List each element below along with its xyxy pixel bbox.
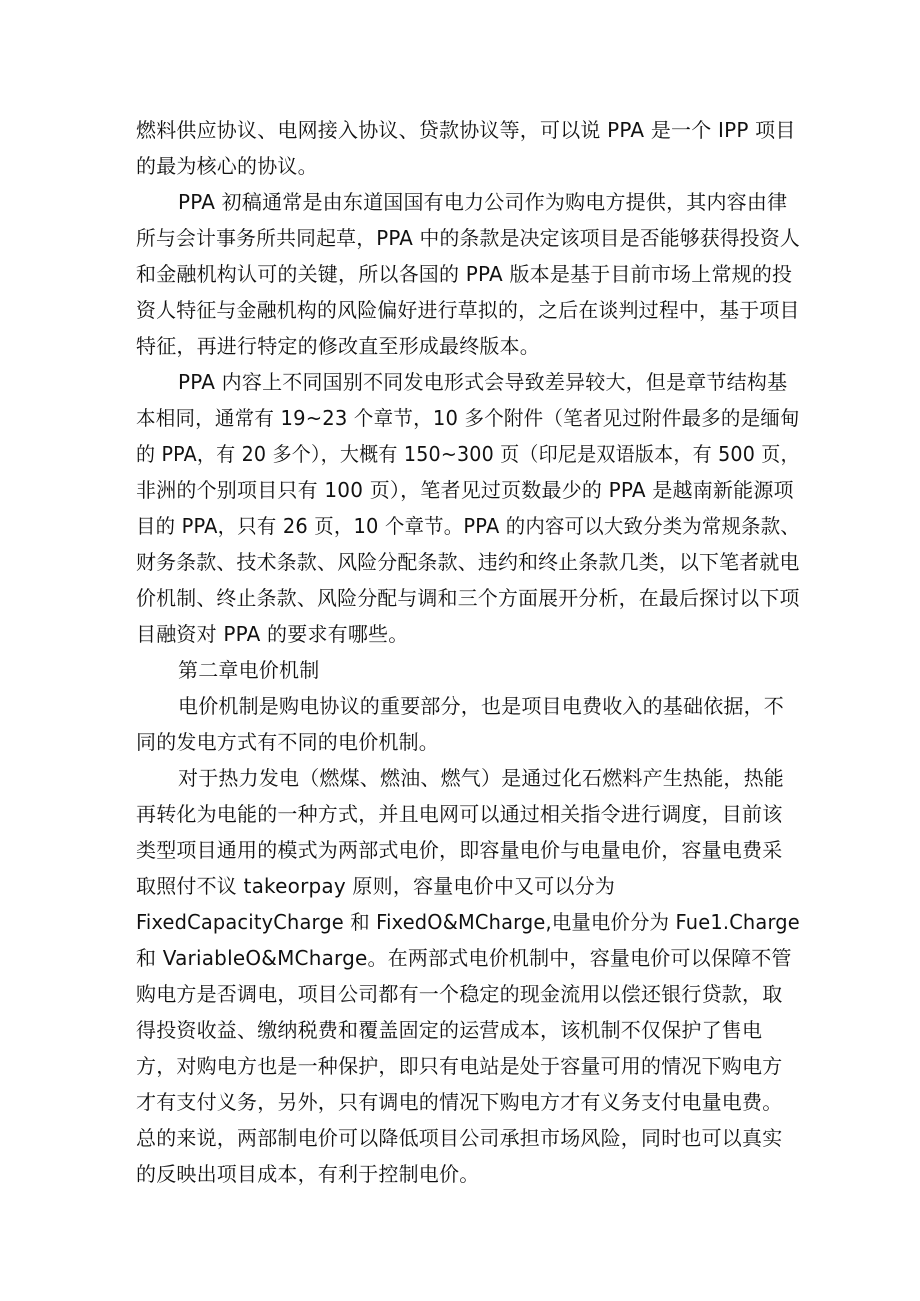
paragraph-line: 和金融机构认可的关键，所以各国的 PPA 版本是基于目前市场上常规的投: [136, 262, 793, 286]
paragraph-line: 财务条款、技术条款、风险分配条款、违约和终止条款几类，以下笔者就电: [136, 550, 800, 574]
paragraph-line: 取照付不议 takeorpay 原则，容量电价中又可以分为: [136, 874, 616, 898]
paragraph-line: 目融资对 PPA 的要求有哪些。: [136, 622, 409, 646]
paragraph-line: 特征，再进行特定的修改直至形成最终版本。: [136, 334, 540, 358]
paragraph-line: 得投资收益、缴纳税费和覆盖固定的运营成本，该机制不仅保护了售电: [136, 1018, 763, 1042]
paragraph-line: 目的 PPA，只有 26 页，10 个章节。PPA 的内容可以大致分类为常规条款、: [136, 514, 800, 538]
paragraph-line: 的 PPA，有 20 多个），大概有 150~300 页（印尼是双语版本，有 500 页，: [136, 442, 800, 466]
paragraph-line: 本相同，通常有 19~23 个章节，10 多个附件（笔者见过附件最多的是缅甸: [136, 406, 800, 430]
paragraph-line: 燃料供应协议、电网接入协议、贷款协议等，可以说 PPA 是一个 IPP 项目: [136, 118, 796, 142]
paragraph-line: 价机制、终止条款、风险分配与调和三个方面展开分析，在最后探讨以下项: [136, 586, 800, 610]
paragraph-line: 电价机制是购电协议的重要部分，也是项目电费收入的基础依据，不: [178, 694, 784, 718]
paragraph-line: FixedCapacityCharge 和 FixedO&MCharge,电量电价分为 Fue1.Charge: [136, 910, 800, 934]
paragraph-line: 总的来说，两部制电价可以降低项目公司承担市场风险，同时也可以真实: [136, 1126, 783, 1150]
paragraph-line: 类型项目通用的模式为两部式电价，即容量电价与电量电价，容量电费采: [136, 838, 783, 862]
paragraph-line: 同的发电方式有不同的电价机制。: [136, 730, 439, 754]
paragraph-line: 和 VariableO&MCharge。在两部式电价机制中，容量电价可以保障不管: [136, 946, 792, 970]
paragraph-line: 资人特征与金融机构的风险偏好进行草拟的，之后在谈判过程中，基于项目: [136, 298, 800, 322]
paragraph-line: 对于热力发电（燃煤、燃油、燃气）是通过化石燃料产生热能，热能: [178, 766, 784, 790]
paragraph-line: 的反映出项目成本，有利于控制电价。: [136, 1162, 480, 1186]
paragraph-line: 所与会计事务所共同起草，PPA 中的条款是决定该项目是否能够获得投资人: [136, 226, 800, 250]
paragraph-line: 购电方是否调电，项目公司都有一个稳定的现金流用以偿还银行贷款，取: [136, 982, 783, 1006]
paragraph-line: 的最为核心的协议。: [136, 154, 318, 178]
paragraph-line: PPA 初稿通常是由东道国国有电力公司作为购电方提供，其内容由律: [178, 190, 788, 214]
chapter-heading: 第二章电价机制: [178, 658, 320, 682]
paragraph-line: PPA 内容上不同国别不同发电形式会导致差异较大，但是章节结构基: [178, 370, 788, 394]
paragraph-line: 非洲的个别项目只有 100 页），笔者见过页数最少的 PPA 是越南新能源项: [136, 478, 794, 502]
paragraph-line: 再转化为电能的一种方式，并且电网可以通过相关指令进行调度，目前该: [136, 802, 783, 826]
paragraph-line: 才有支付义务，另外，只有调电的情况下购电方才有义务支付电量电费。: [136, 1090, 783, 1114]
paragraph-line: 方，对购电方也是一种保护，即只有电站是处于容量可用的情况下购电方: [136, 1054, 783, 1078]
